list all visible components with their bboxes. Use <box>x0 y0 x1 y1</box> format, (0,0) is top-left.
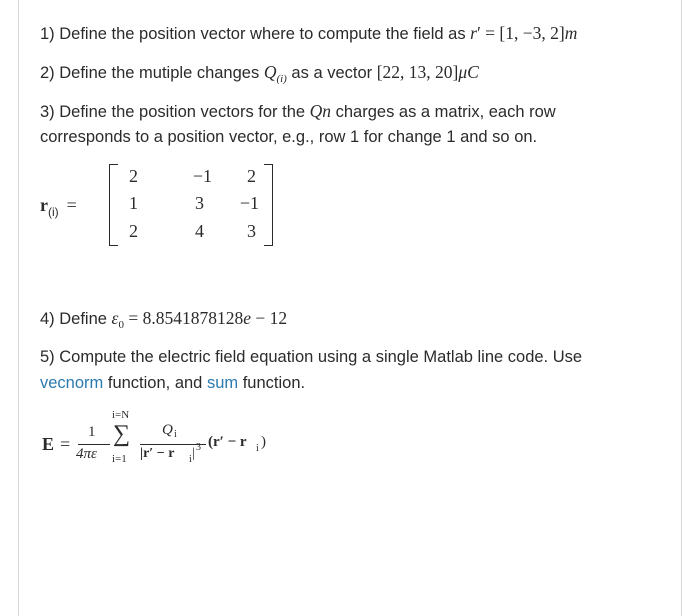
step-4-sub: 0 <box>118 319 124 331</box>
matrix-cell: 2 <box>129 221 138 241</box>
step-4-text: 4) Define <box>40 310 112 328</box>
step-1-text: 1) Define the position vector where to compute the field as <box>40 25 471 43</box>
matrix-cell: 3 <box>247 221 256 241</box>
matrix-cell: −1 <box>192 166 212 186</box>
matrix-label <box>40 195 77 219</box>
step-3-line-b: corresponds to a position vector, e.g., row 1 for change 1 and so on. <box>40 128 538 146</box>
electric-field-formula <box>40 409 360 474</box>
step-4-end: − 12 <box>250 308 288 328</box>
page-border-right <box>681 0 682 616</box>
matrix-cell: 2 <box>247 166 256 186</box>
step-3-line-a <box>40 100 556 123</box>
matrix-cell: 2 <box>129 166 138 186</box>
step-1-var: r <box>470 23 477 43</box>
step-2-sub: (i) <box>276 73 287 85</box>
step-2-unit: μC <box>458 62 479 82</box>
step-3-text: 3) Define the position vectors for the <box>40 103 310 121</box>
step-2-text: 2) Define the mutiple changes <box>40 64 264 82</box>
step-4-line <box>40 307 287 336</box>
step-5-line-b <box>40 372 305 394</box>
formula-lhs: E <box>42 434 55 454</box>
formula-den-close: | <box>192 446 195 461</box>
step-5-end: function. <box>238 374 306 392</box>
step-2-line <box>40 61 479 90</box>
formula-den-abs: |r′ − r <box>140 446 175 461</box>
step-5-mid: function, and <box>103 374 207 392</box>
matrix-label-sub: (i) <box>48 205 59 219</box>
step-4-value: = 8.8541878128 <box>123 308 244 328</box>
step-2-vector: [22, 13, 20] <box>376 62 459 82</box>
matrix-label-var: r <box>40 195 48 215</box>
sum-link[interactable]: sum <box>206 374 239 392</box>
sum-upper-limit: i=N <box>112 409 130 421</box>
step-4-exp: e <box>243 308 251 328</box>
formula-frac-bar-1 <box>78 444 110 445</box>
formula-tail: (r′ − r <box>208 434 247 450</box>
step-5-line-a: 5) Compute the electric field equation using a single Matlab line code. Use <box>40 348 583 366</box>
sum-sigma: ∑ <box>113 421 131 447</box>
vecnorm-link[interactable]: vecnorm <box>40 374 104 392</box>
formula-tail-sub: i <box>256 443 259 454</box>
formula-den-pow: 3 <box>196 442 201 453</box>
matrix-bracket-right <box>264 164 273 246</box>
formula-one: 1 <box>88 424 96 440</box>
sum-lower-limit: i=1 <box>112 453 127 465</box>
formula-num-q: Q <box>162 422 173 438</box>
formula-tail-close: ) <box>261 434 266 450</box>
step-3-var: Qn <box>309 101 332 121</box>
page-border-left <box>18 0 19 616</box>
formula-denominator: 4πε <box>76 446 97 462</box>
formula-equals: = <box>60 434 71 454</box>
step-3-end: charges as a matrix, each row <box>331 103 556 121</box>
matrix-cell: 3 <box>195 193 204 213</box>
step-1-unit: m <box>564 23 578 43</box>
step-2-var: Q <box>263 62 277 82</box>
formula-den-sub: i <box>189 454 192 465</box>
formula-num-sub: i <box>174 429 177 440</box>
step-2-mid: as a vector <box>286 64 377 82</box>
step-4-var: ε <box>111 308 119 328</box>
matrix-cell: −1 <box>239 193 259 213</box>
step-1-line <box>40 22 577 45</box>
matrix-cell: 1 <box>129 193 138 213</box>
matrix-cell: 4 <box>195 221 204 241</box>
step-1-prime: ′ <box>476 23 481 43</box>
matrix-bracket-left <box>109 164 118 246</box>
matrix-equals: = <box>66 195 77 215</box>
step-1-vector: = [1, −3, 2] <box>480 23 565 43</box>
